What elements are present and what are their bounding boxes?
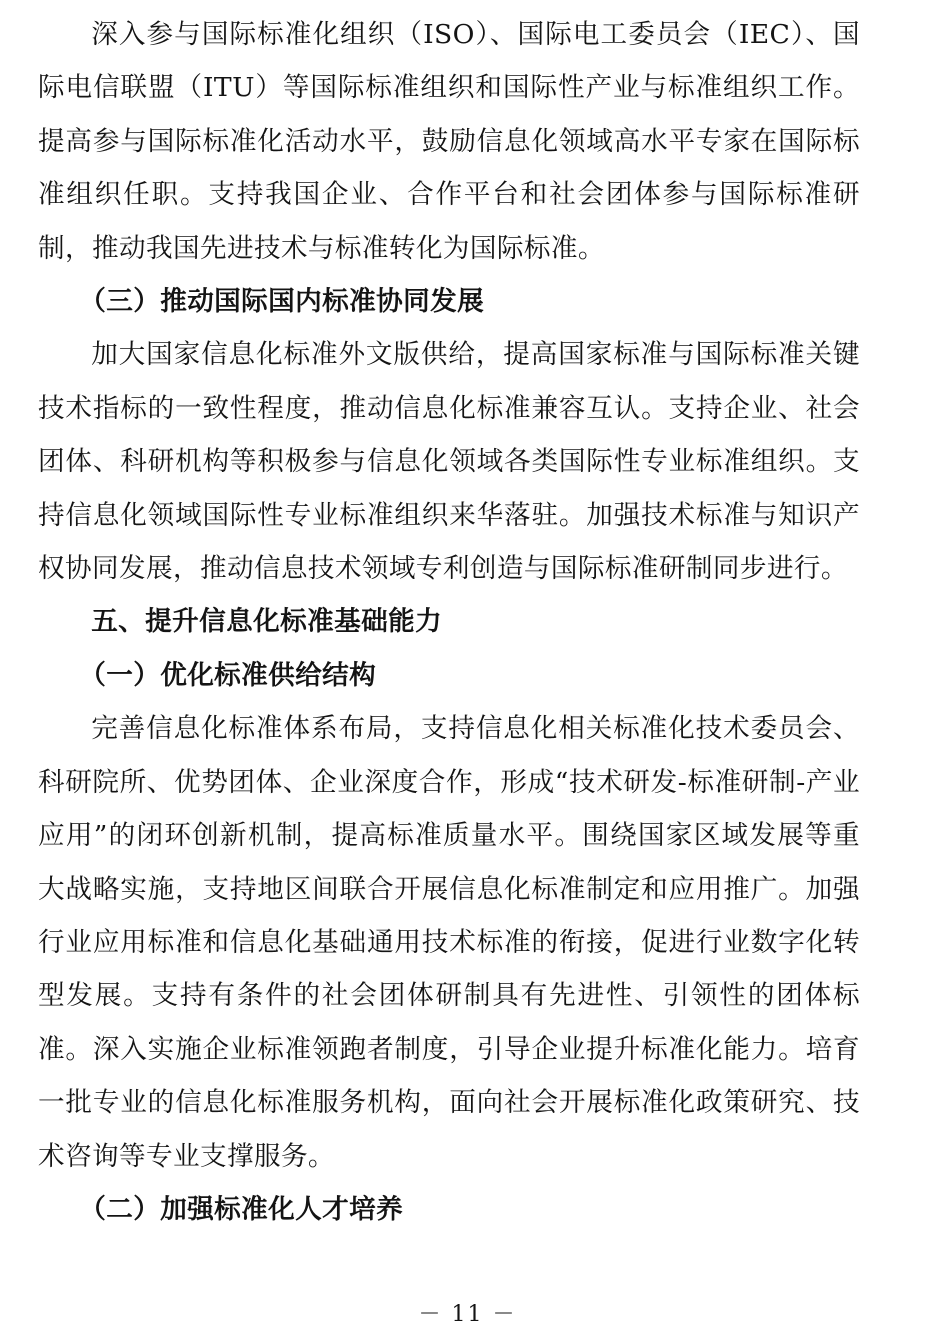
document-body bbox=[38, 8, 860, 1236]
heading-section-5-2: （二）加强标准化人才培养 bbox=[79, 1193, 404, 1225]
para-international-standards-orgs: 深入参与国际标准化组织（ISO）、国际电工委员会（IEC）、国际电信联盟（ITU）等国际标准组织和国际性产业与标准组织工作。提高参与国际标准化活动水平，鼓励信息化领域高水平专家在国际标准组织任职。支持我国企业、合作平台和社会团体参与国际标准研制，推动我国先进技术与标准转化为国际标准。 bbox=[38, 19, 860, 264]
para-standard-system-layout: 完善信息化标准体系布局，支持信息化相关标准化技术委员会、科研院所、优势团体、企业深度合作，形成“技术研发-标准研制-产业应用”的闭环创新机制，提高标准质量水平。围绕国家区域发展等重大战略实施，支持地区间联合开展信息化标准制定和应用推广。加强行业应用标准和信息化基础通用技术标准的衔接，促进行业数字化转型发展。支持有条件的社会团体研制具有先进性、引领性的团体标准。深入实施企业标准领跑者制度，引导企业提升标准化能力。培育一批专业的信息化标准服务机构，面向社会开展标准化政策研究、技术咨询等专业支撑服务。 bbox=[38, 713, 860, 1172]
heading-section-5-1: （一）优化标准供给结构 bbox=[79, 659, 377, 691]
para-foreign-language-standards: 加大国家信息化标准外文版供给，提高国家标准与国际标准关键技术指标的一致性程度，推动信息化标准兼容互认。支持企业、社会团体、科研机构等积极参与信息化领域各类国际性专业标准组织。支持信息化领域国际性专业标准组织来华落驻。加强技术标准与知识产权协同发展，推动信息技术领域专利创造与国际标准研制同步进行。 bbox=[38, 339, 860, 585]
heading-section-4-3: （三）推动国际国内标准协同发展 bbox=[79, 286, 485, 318]
heading-section-5: 五、提升信息化标准基础能力 bbox=[91, 606, 443, 638]
page-number: － 11 － bbox=[418, 1302, 517, 1327]
